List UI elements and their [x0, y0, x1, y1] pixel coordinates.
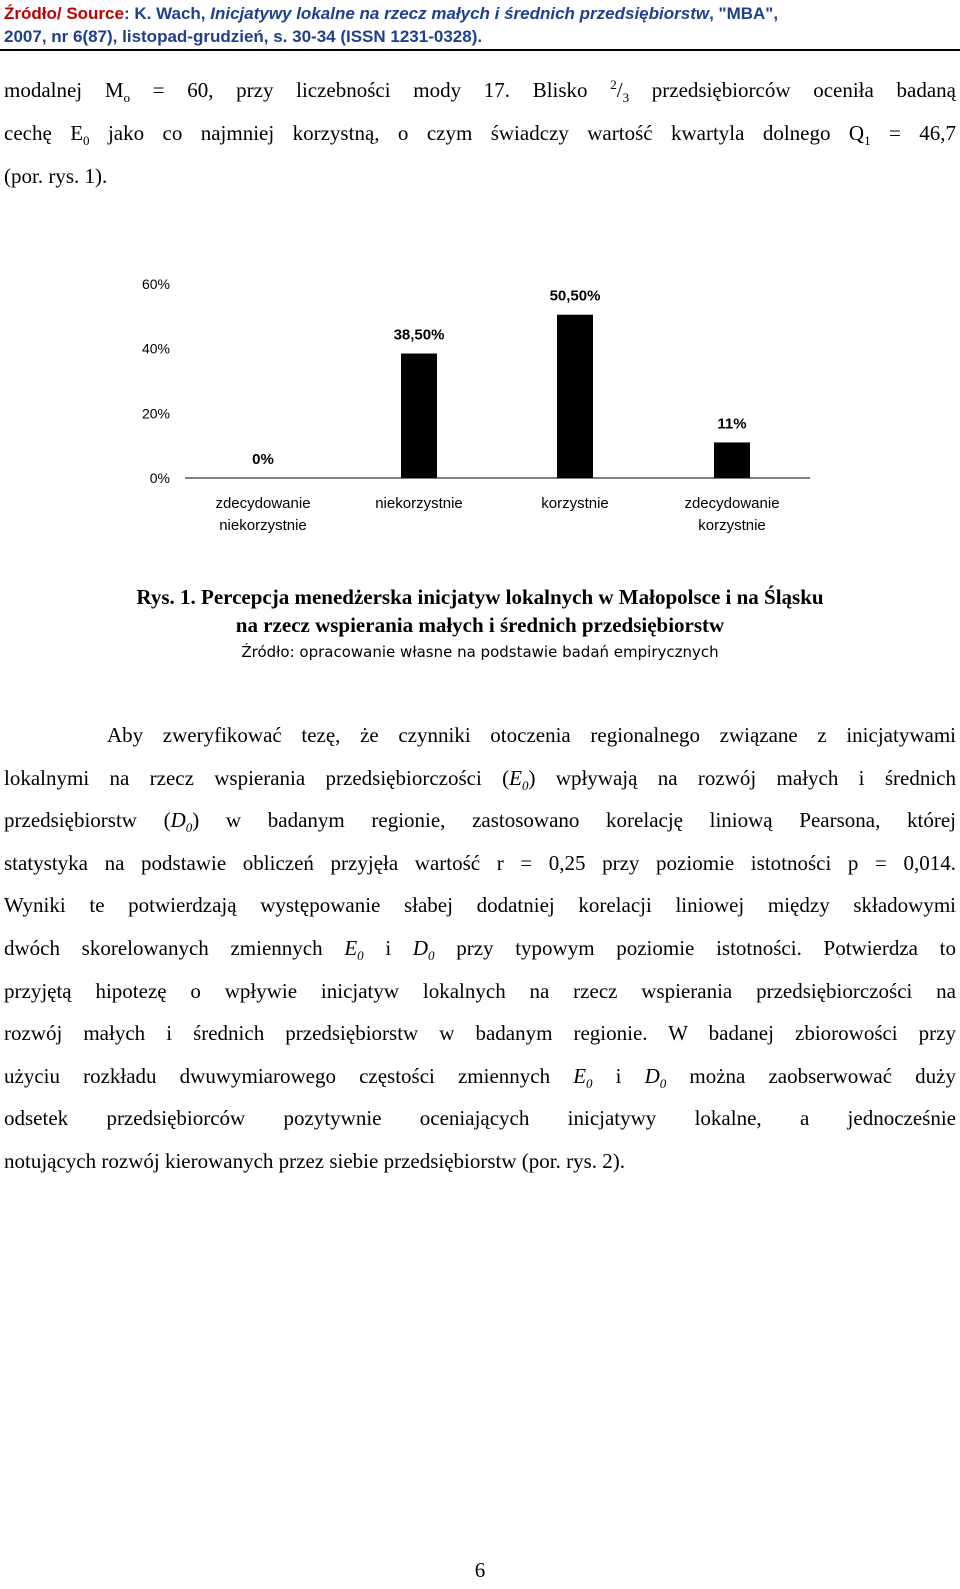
bar	[714, 442, 750, 478]
intro-line-3: (por. rys. 1).	[4, 164, 108, 188]
data-label: 38,50%	[393, 326, 445, 344]
citation-line-2: 2007, nr 6(87), listopad-grudzień, s. 30-34 (ISSN 1231-0328).	[4, 27, 483, 46]
category-label: korzystnie	[541, 495, 609, 512]
header-divider	[0, 49, 960, 51]
body-line: użyciu rozkładu dwuwymiarowego częstości zmiennych $E_0$ i $D_0$ można zaobserwować duży	[4, 1063, 956, 1091]
body-line: notujących rozwój kierowanych przez siebie przedsiębiorstw (por. rys. 2).	[4, 1149, 626, 1173]
body-line: statystyka na podstawie obliczeń przyjęła wartość r = 0,25 przy poziomie istotności p = 0,014.	[4, 850, 956, 875]
data-label: 0%	[252, 451, 274, 468]
citation-title: Inicjatywy lokalne na rzecz małych i średnich przedsiębiorstw	[210, 4, 710, 23]
figure-caption-line-2: na rzecz wspierania małych i średnich przedsiębiorstw	[235, 613, 725, 637]
category-label: zdecydowanie	[684, 495, 780, 512]
body-line: rozwój małych i średnich przedsiębiorstw w badanym regionie. W badanej zbiorowości przy	[4, 1021, 956, 1046]
body-line: dwóch skorelowanych zmiennych $E_0$ i $D_0$ przy typowym poziomie istotności. Potwierdza to	[4, 936, 956, 964]
category-label: korzystnie	[698, 517, 766, 534]
data-label: 50,50%	[549, 287, 601, 305]
bar	[557, 315, 593, 478]
bar	[401, 354, 437, 478]
page-number: 6	[474, 1558, 486, 1582]
source-label: Źródło/ Source	[4, 4, 124, 23]
category-label: niekorzystnie	[219, 517, 307, 534]
source-citation	[4, 2, 956, 48]
data-label: 11%	[717, 415, 747, 433]
bar-chart	[0, 270, 960, 550]
body-line: odsetek przedsiębiorców pozytywnie oceniających inicjatywy lokalne, a jednocześnie	[4, 1106, 956, 1131]
body-line: lokalnymi na rzecz wspierania przedsiębiorczości $(E_0)$ wpływają na rozwój małych i średnich	[4, 765, 956, 793]
y-tick-label: 0%	[149, 470, 170, 486]
body-line: Wyniki te potwierdzają występowanie słabej dodatniej korelacji liniowej między składowymi	[4, 893, 956, 918]
body-line: przyjętą hipotezę o wpływie inicjatyw lokalnych na rzecz wspierania przedsiębiorczości na	[4, 978, 956, 1003]
figure-source: Źródło: opracowanie własne na podstawie badań empirycznych	[241, 643, 719, 661]
citation-prefix: : K. Wach,	[123, 4, 211, 23]
y-tick-label: 40%	[141, 340, 170, 357]
category-label: niekorzystnie	[375, 495, 463, 512]
body-line: przedsiębiorstw $(D_0)$ w badanym regionie, zastosowano korelację liniową Pearsona, której	[4, 808, 956, 836]
citation-suffix: , "MBA",	[709, 4, 779, 23]
y-tick-label: 20%	[141, 405, 170, 422]
intro-line-1: modalnej $M_o = 60$, przy liczebności mody 17. Blisko $^2/_3$ przedsiębiorców oceniła badaną	[4, 77, 956, 106]
figure-caption-line-1: Rys. 1. Percepcja menedżerska inicjatyw lokalnych w Małopolsce i na Śląsku	[136, 585, 824, 609]
body-line: Aby zweryfikować tezę, że czynniki otoczenia regionalnego związane z inicjatywami	[107, 723, 956, 747]
category-label: zdecydowanie	[215, 495, 311, 512]
y-tick-label: 60%	[141, 276, 170, 292]
intro-line-2: cechę $E_0$ jako co najmniej korzystną, o czym świadczy wartość kwartyla dolnego $Q_1 = 46,7$	[4, 121, 957, 149]
citation-line-1	[4, 2, 956, 25]
